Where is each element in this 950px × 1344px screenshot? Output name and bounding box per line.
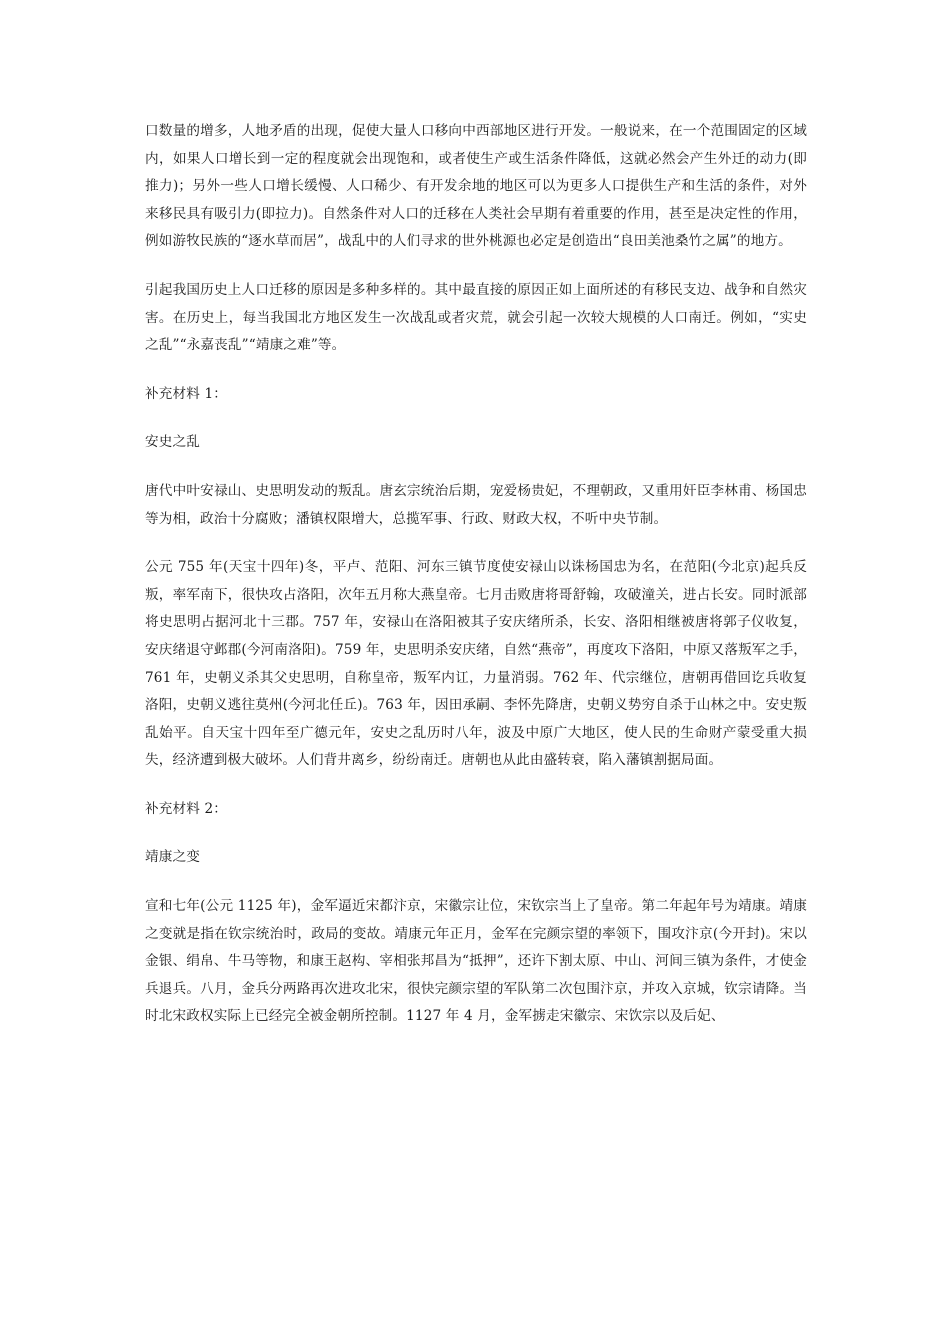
paragraph-jingkang-events: 宣和七年(公元 1125 年)，金军逼近宋都汴京，宋徽宗让位，宋钦宗当上了皇帝。第二年起年号为靖康。靖康之变就是指在钦宗统治时，政局的变故。靖康元年正月，金军在完颜宗望的率领下，围攻汴京(今开封)。宋以金银、绢帛、牛马等物，和康王赵构、宰相张邦昌为“抵押”，还许下割太原、中山、河间三镇为条件，才使金兵退兵。八月，金兵分两路再次进攻北宋，很快完颜宗望的军队第二次包围汴京，并攻入京城，钦宗请降。当时北宋政权实际上已经完全被金朝所控制。1127 年 4 月，金军掳走宋徽宗、宋饮宗以及后妃、 <box>145 898 807 1025</box>
document-page <box>145 118 807 1052</box>
paragraph-anshi-background: 唐代中叶安禄山、史思明发动的叛乱。唐玄宗统治后期，宠爱杨贵妃，不理朝政，又重用奸臣李林甫、杨国忠等为相，政治十分腐败；潘镇权限增大，总揽军事、行政、财政大权，不听中央节制。 <box>145 482 807 527</box>
supplement-heading-2: 补充材料 2： <box>145 800 227 817</box>
paragraph-population-migration-factors: 口数量的增多，人地矛盾的出现，促使大量人口移向中西部地区进行开发。一般说来，在一个范围固定的区域内，如果人口增长到一定的程度就会出现饱和，或者使生产或生活条件降低，这就必然会产生外迁的动力(即推力)；另外一些人口增长缓慢、人口稀少、有开发余地的地区可以为更多人口提供生产和生活的条件，对外来移民具有吸引力(即拉力)。自然条件对人口的迁移在人类社会早期有着重要的作用，甚至是决定性的作用，例如游牧民族的“逐水草而居”，战乱中的人们寻求的世外桃源也必定是创造出“良田美池桑竹之属”的地方。 <box>145 123 807 250</box>
paragraph-anshi-events: 公元 755 年(天宝十四年)冬，平卢、范阳、河东三镇节度使安禄山以诛杨国忠为名，在范阳(今北京)起兵反叛，率军南下，很快攻占洛阳，次年五月称大燕皇帝。七月击败唐将哥舒翰，攻破潼关，进占长安。同时派部将史思明占据河北十三郡。757 年，安禄山在洛阳被其子安庆绪所杀，长安、洛阳相继被唐将郭子仪收复，安庆绪退守邺郡(今河南洛阳)。759 年，史思明杀安庆绪，自然“燕帝”，再度攻下洛阳，中原又落叛军之手，761 年，史朝义杀其父史思明，自称皇帝，叛军内讧，力量消弱。762 年、代宗继位，唐朝再借回讫兵收复洛阳，史朝义逃往莫州(今河北任丘)。763 年，因田承嗣、李怀先降唐，史朝义势穷自杀于山林之中。安史叛乱始平。自天宝十四年至广德元年，安史之乱历时八年，波及中原广大地区，使人民的生命财产蒙受重大损失，经济遭到极大破坏。人们背井离乡，纷纷南迁。唐朝也从此由盛转衰，陷入藩镇割据局面。 <box>145 559 807 769</box>
section-title-anshi-rebellion: 安史之乱 <box>145 434 200 451</box>
section-title-jingkang-incident: 靖康之变 <box>145 849 200 866</box>
paragraph-migration-causes: 引起我国历史上人口迁移的原因是多种多样的。其中最直接的原因正如上面所述的有移民支边、战争和自然灾害。在历史上，每当我国北方地区发生一次战乱或者灾荒，就会引起一次较大规模的人口南迁。例如，“实史之乱”“永嘉丧乱”“靖康之难”等。 <box>145 281 807 354</box>
supplement-heading-1: 补充材料 1： <box>145 385 227 402</box>
